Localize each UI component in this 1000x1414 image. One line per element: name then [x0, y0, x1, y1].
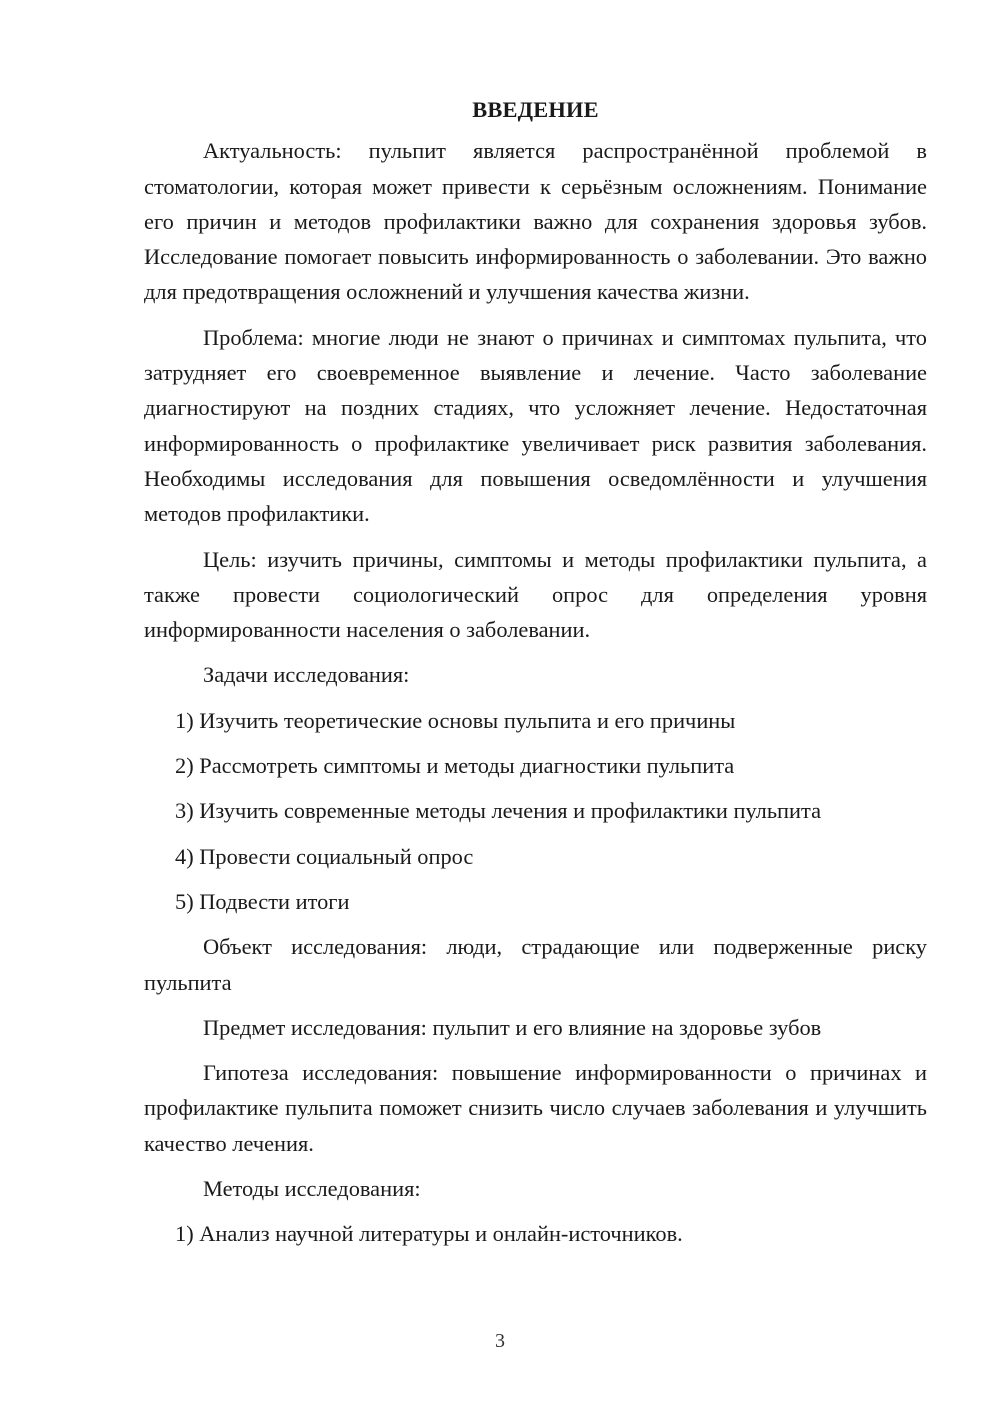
- section-heading: ВВЕДЕНИЕ: [472, 97, 599, 122]
- task-item: 2) Рассмотреть симптомы и методы диагностики пульпита: [175, 753, 735, 779]
- hypothesis-paragraph: Гипотеза исследования: повышение информированности о причинах и профилактике пульпита поможет снизить число случаев заболевания и улучшить качество лечения.: [144, 1060, 927, 1156]
- subject-paragraph: Предмет исследования: пульпит и его влияние на здоровье зубов: [203, 1014, 822, 1040]
- tasks-title: Задачи исследования:: [203, 662, 410, 688]
- methods-title: Методы исследования:: [203, 1176, 421, 1202]
- problem-paragraph: Проблема: многие люди не знают о причинах и симптомах пульпита, что затрудняет его своевременное выявление и лечение. Часто заболевание диагностируют на поздних стадиях, что усложняет лечение. Недостаточная информированность о профилактике увеличивает риск развития заболевания. Необходимы исследования для повышения осведомлённости и улучшения методов профилактики.: [144, 324, 927, 527]
- relevance-paragraph: Актуальность: пульпит является распространённой проблемой в стоматологии, которая может привести к серьёзным осложнениям. Понимание его причин и методов профилактики важно для сохранения здоровья зубов. Исследование помогает повысить информированность о заболевании. Это важно для предотвращения осложнений и улучшения качества жизни.: [144, 138, 927, 305]
- goal-paragraph: Цель: изучить причины, симптомы и методы профилактики пульпита, а также провести социологический опрос для определения уровня информированности населения о заболевании.: [144, 546, 927, 643]
- task-item: 5) Подвести итоги: [175, 888, 350, 914]
- task-item: 4) Провести социальный опрос: [175, 843, 474, 869]
- method-item: 1) Анализ научной литературы и онлайн-источников.: [175, 1221, 683, 1247]
- task-item: 3) Изучить современные методы лечения и профилактики пульпита: [175, 798, 822, 824]
- document-body: [144, 92, 927, 1262]
- object-paragraph: Объект исследования: люди, страдающие или подверженные риску пульпита: [144, 934, 927, 995]
- task-item: 1) Изучить теоретические основы пульпита и его причины: [175, 707, 736, 733]
- page-number: 3: [495, 1330, 505, 1352]
